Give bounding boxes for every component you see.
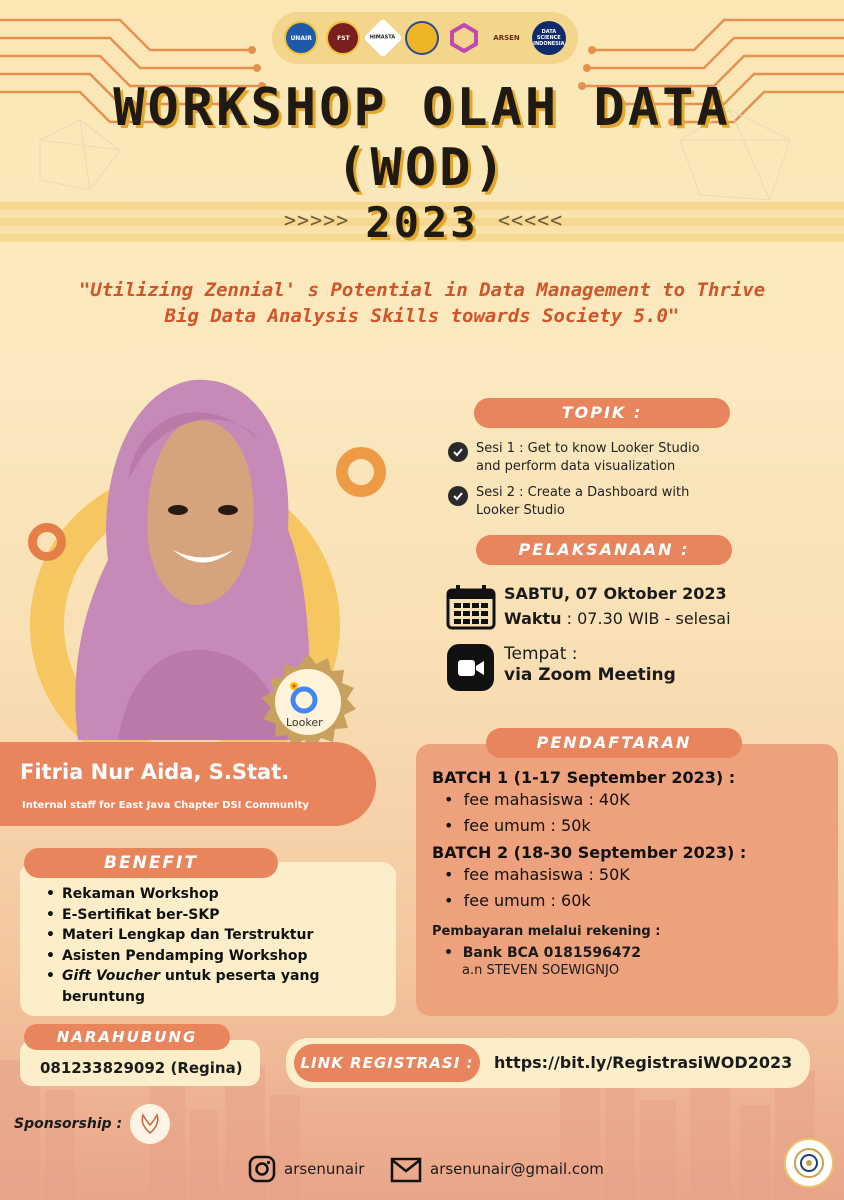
- payment-label: Pembayaran melalui rekening :: [432, 924, 661, 939]
- dsi-logo: DATA SCIENCE INDONESIA: [532, 21, 566, 55]
- registration-details: [432, 768, 832, 978]
- event-time: Waktu : 07.30 WIB - selesai: [504, 609, 731, 628]
- himasta-logo: HIMASTA: [363, 18, 403, 58]
- speaker-name: Fitria Nur Aida, S.Stat.: [20, 760, 290, 784]
- sponsor-logo: [130, 1104, 170, 1144]
- chevrons-right: <<<<<: [498, 208, 564, 232]
- topik-item: Sesi 2 : Create a Dashboard with Looker Studio: [448, 484, 748, 520]
- looker-label: Looker: [286, 716, 323, 729]
- check-icon: [448, 486, 468, 506]
- contact-phone[interactable]: 081233829092 (Regina): [40, 1059, 243, 1077]
- benefit-list: [44, 884, 354, 1007]
- hexagon-logo: [447, 21, 481, 55]
- benefit-item: • Gift Voucher untuk peserta yang beruntung: [44, 966, 354, 1007]
- batch1-fee: • fee mahasiswa : 40K: [444, 790, 630, 809]
- community-logo: [405, 21, 439, 55]
- pelaksanaan-heading: PELAKSANAAN :: [476, 535, 732, 565]
- registration-link[interactable]: https://bit.ly/RegistrasiWOD2023: [494, 1053, 793, 1072]
- batch2-fee: • fee mahasiswa : 50K: [444, 865, 630, 884]
- account-name: a.n STEVEN SOEWIGNJO: [462, 963, 620, 978]
- speaker-role: Internal staff for East Java Chapter DSI Community: [22, 800, 309, 811]
- batch2-title: BATCH 2 (18-30 September 2023) :: [432, 843, 747, 862]
- unair-logo: UNAIR: [284, 21, 318, 55]
- email-address[interactable]: arsenunair@gmail.com: [430, 1160, 604, 1178]
- topik-item: Sesi 1 : Get to know Looker Studio and perform data visualization: [448, 440, 748, 476]
- instagram-icon: [248, 1155, 276, 1183]
- topik-list: [448, 440, 748, 520]
- benefit-item: • E-Sertifikat ber-SKP: [44, 905, 354, 926]
- narahubung-heading: NARAHUBUNG: [24, 1024, 230, 1050]
- speaker-plate: [0, 742, 376, 826]
- pendaftaran-heading: PENDAFTARAN: [486, 728, 742, 758]
- check-icon: [448, 442, 468, 462]
- calendar-icon: [446, 584, 496, 630]
- place-value: via Zoom Meeting: [504, 665, 676, 685]
- email-icon: [390, 1157, 422, 1183]
- batch2-fee: • fee umum : 60k: [444, 891, 591, 910]
- batch1-fee: • fee umum : 50k: [444, 816, 591, 835]
- title-line2: (WOD): [336, 138, 508, 198]
- batch1-title: BATCH 1 (1-17 September 2023) :: [432, 768, 736, 787]
- instagram-handle[interactable]: arsenunair: [284, 1160, 365, 1178]
- topik-heading: TOPIK :: [474, 398, 730, 428]
- looker-badge: [258, 652, 358, 752]
- title-line1: WORKSHOP OLAH DATA: [113, 78, 731, 138]
- registration-link-label: LINK REGISTRASI :: [294, 1044, 480, 1082]
- fst-logo: FST: [326, 21, 360, 55]
- decor-ring-small: [336, 447, 386, 497]
- benefit-heading: BENEFIT: [24, 848, 278, 878]
- chevrons-left: >>>>>: [284, 208, 350, 232]
- sponsorship-label: Sponsorship :: [14, 1116, 123, 1132]
- partner-logos: [272, 12, 578, 64]
- benefit-item: • Rekaman Workshop: [44, 884, 354, 905]
- benefit-item: • Materi Lengkap dan Terstruktur: [44, 925, 354, 946]
- subtitle-line1: "Utilizing Zennial' s Potential in Data Management to Thrive: [78, 279, 766, 301]
- bank-account: • Bank BCA 0181596472: [444, 945, 642, 961]
- benefit-item: • Asisten Pendamping Workshop: [44, 946, 354, 967]
- place-label: Tempat :: [504, 644, 578, 664]
- subtitle-line2: Big Data Analysis Skills towards Society 5.0": [164, 305, 680, 327]
- event-date: SABTU, 07 Oktober 2023: [504, 584, 727, 603]
- zoom-icon: [447, 644, 494, 691]
- title-year: 2023: [365, 198, 479, 247]
- arsen-seal-logo: [784, 1138, 834, 1188]
- arsen-logo: ARSEN: [493, 33, 520, 42]
